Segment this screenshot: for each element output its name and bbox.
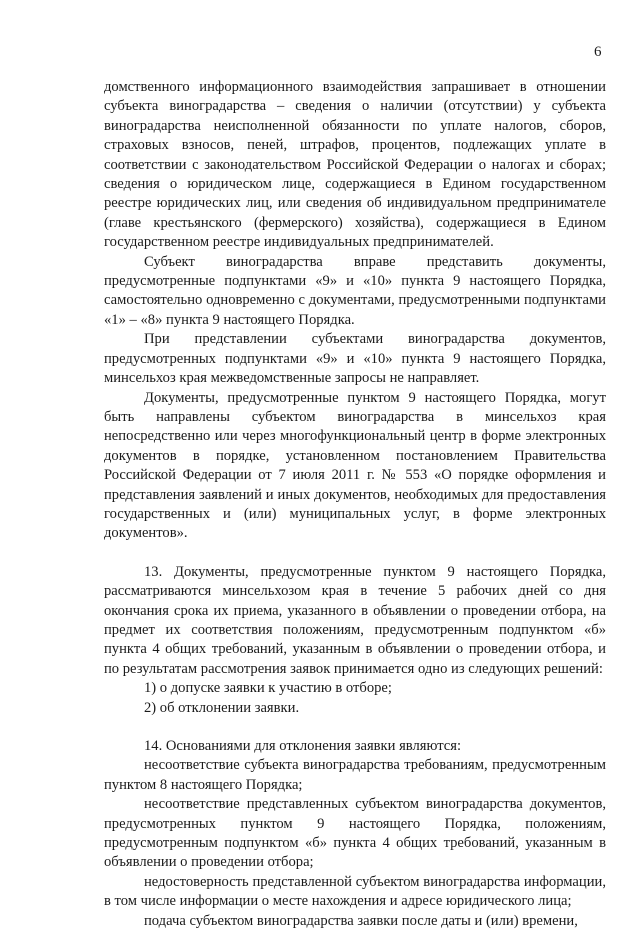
paragraph-continuation: домственного информационного взаимодействия запрашивает в отношении субъекта виноградарства – сведения о наличии (отсутствии) у субъекта виноградарства неисполненной обязанности по уплате налогов, сборов, страховых взносов, пеней, штрафов, процентов, подлежащих уплате в соответствии с законодательством Российской Федерации о налогах и сборах; сведения о юридическом лице, содержащиеся в Едином государственном реестре юридических лиц, или сведения об индивидуальном предпринимателе (главе крестьянского (фермерского) хозяйства), содержащиеся в Едином государственном реестре индивидуальных предпринимателей. [104, 79, 606, 251]
list-item: несоответствие субъекта виноградарства требованиям, предусмотренным пунктом 8 настоящего Порядка; [104, 757, 606, 793]
paragraph: Документы, предусмотренные пунктом 9 настоящего Порядка, могут быть направлены субъектом виноградарства в минсельхоз края непосредственно или через многофункциональный центр в форме электронных документов в порядке, установленном постановлением Правительства Российской Федерации от 7 июля 2011 г. № 553 «О порядке оформления и представления заявлений и иных документов, необходимых для предоставления государственных и (или) муниципальных услуг, в форме электронных документов». [104, 389, 606, 542]
list-item: несоответствие представленных субъектом виноградарства документов, предусмотренных пунктом 9 настоящего Порядка, положениям, предусмотренным подпунктом «б» пункта 4 общих требований, указанным в объявлении о проведении отбора; [104, 796, 606, 871]
list-item: подача субъектом виноградарства заявки после даты и (или) времени, [144, 912, 578, 929]
list-item: недостоверность представленной субъектом виноградарства информации, в том числе информации о месте нахождения и адресе юридического лица; [104, 873, 606, 910]
list-item: 1) о допуске заявки к участию в отборе; [144, 680, 392, 697]
clause-13: 13. Документы, предусмотренные пунктом 9 настоящего Порядка, рассматриваются минсельхозом края в течение 5 рабочих дней со дня окончания срока их приема, указанного в объявлении о проведении отбора, на предмет их соответствия положениям, предусмотренным подпунктом «б» пункта 4 общих требований, указанным в объявлении о проведении отбора, и по результатам рассмотрения заявок принимается одно из следующих решений: [104, 563, 606, 677]
paragraph: При представлении субъектами виноградарства документов, предусмотренных подпунктами «9» и «10» пункта 9 настоящего Порядка, минсельхоз края межведомственные запросы не направляет. [104, 331, 606, 387]
paragraph: Субъект виноградарства вправе представить документы, предусмотренные подпунктами «9» и «10» пункта 9 настоящего Порядка, самостоятельно одновременно с документами, предусмотренными подпунктами «1» – «8» пункта 9 настоящего Порядка. [104, 253, 606, 328]
list-item: 2) об отклонении заявки. [144, 699, 300, 716]
document-body [104, 78, 606, 931]
clause-14: 14. Основаниями для отклонения заявки являются: [144, 738, 462, 754]
page-number: 6 [594, 44, 602, 60]
